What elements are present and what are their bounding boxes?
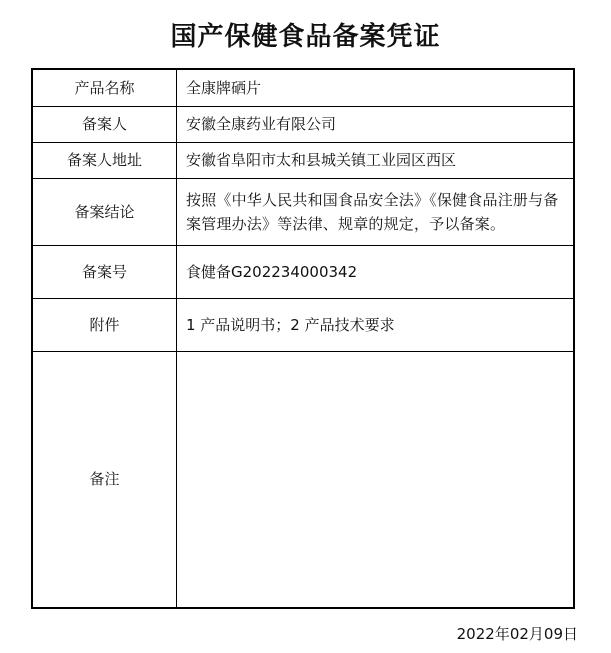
filing-number-label: 备案号 bbox=[32, 245, 177, 298]
remarks-label: 备注 bbox=[32, 351, 177, 608]
applicant-address-label: 备案人地址 bbox=[32, 142, 177, 178]
product-name-label: 产品名称 bbox=[32, 69, 177, 106]
attachments-value: 1 产品说明书；2 产品技术要求 bbox=[177, 298, 575, 351]
table-row-attachments bbox=[32, 298, 574, 351]
document-title: 国产保健食品备案凭证 bbox=[170, 22, 441, 52]
attachments-label: 附件 bbox=[32, 298, 177, 351]
product-name-value: 全康牌硒片 bbox=[177, 69, 575, 106]
applicant-value: 安徽全康药业有限公司 bbox=[177, 106, 575, 142]
table-row-filing-number bbox=[32, 245, 574, 298]
table-row-conclusion bbox=[32, 178, 574, 245]
table-row-product-name bbox=[32, 69, 574, 106]
remarks-value bbox=[177, 351, 575, 608]
issue-date: 2022年02月09日 bbox=[456, 625, 578, 643]
applicant-address-value: 安徽省阜阳市太和县城关镇工业园区西区 bbox=[177, 142, 575, 178]
table-row-applicant-address bbox=[32, 142, 574, 178]
conclusion-value: 按照《中华人民共和国食品安全法》《保健食品注册与备案管理办法》等法律、规章的规定，予以备案。 bbox=[177, 178, 575, 245]
table-row-remarks bbox=[32, 351, 574, 608]
filing-number-value: 食健备G202234000342 bbox=[177, 245, 575, 298]
table-row-applicant bbox=[32, 106, 574, 142]
filing-record-table bbox=[31, 68, 575, 609]
applicant-label: 备案人 bbox=[32, 106, 177, 142]
conclusion-label: 备案结论 bbox=[32, 178, 177, 245]
